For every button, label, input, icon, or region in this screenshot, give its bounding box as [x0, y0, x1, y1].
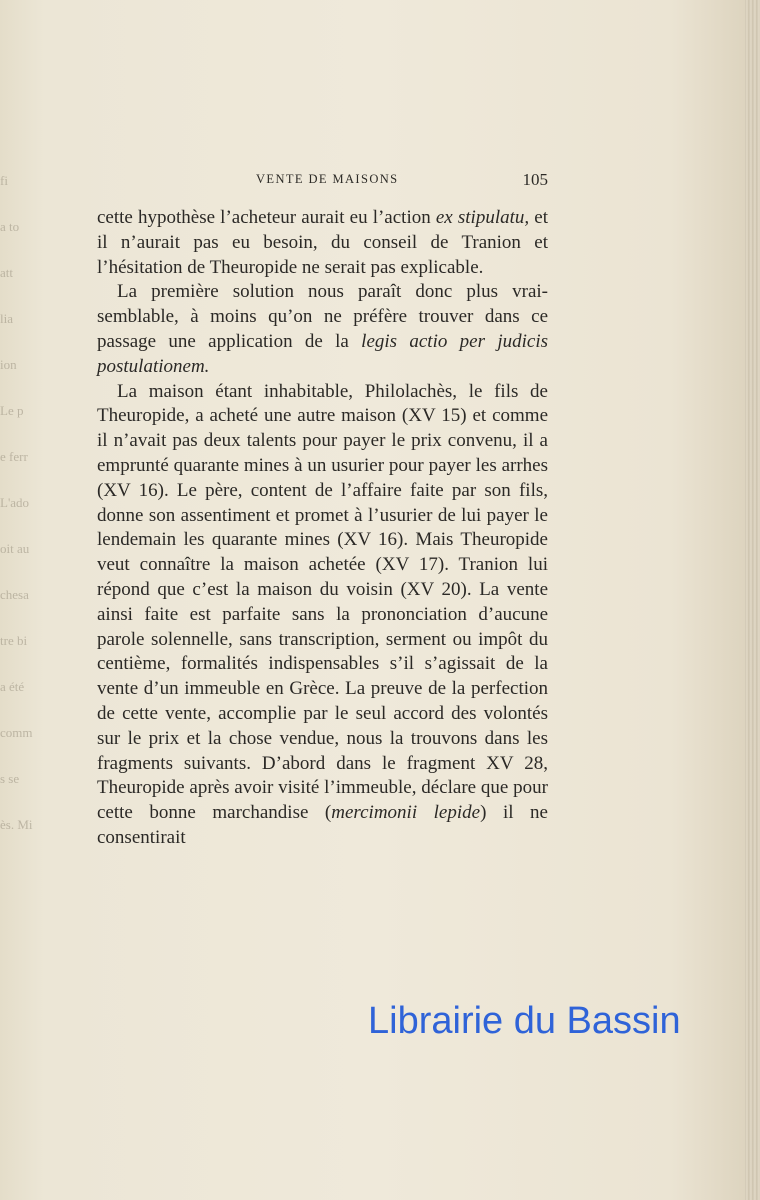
paragraph: [97, 206, 548, 280]
bleed-fragment: s se: [0, 771, 20, 786]
running-head: [96, 170, 548, 192]
bleed-fragment: a été: [0, 679, 25, 694]
bleed-fragment: e ferr: [0, 449, 28, 464]
bleed-fragment: comm: [0, 725, 33, 740]
bleed-fragment: a to: [0, 219, 20, 234]
text-run: La maison étant inhabitable, Philolachès, le fils de Theuropide, a acheté une autre maison (XV 15) et comme il n’avait pas deux talents pour payer le prix convenu, il a emprunté quarante mines à un usurier pour payer les arrhes (XV 16). Le père, content de l’affaire faite par son fils, donne son assentiment et promet à l’usurier de lui payer le lendemain les quarante mines (XV 16). Mais Theuropide veut connaître la maison achetée (XV 17). Tranion lui répond que c’est la maison du voisin (XV 20). La vente ainsi faite est parfaite sans la prononciation d’aucune parole solennelle, sans transcription, serment ou impôt du centième, formalités indispensables s’il s’agissait de la vente d’un immeuble en Grèce. La preuve de la perfection de cette vente, accomplie par le seul accord des volontés sur le prix et la chose vendue, nous la trouvons dans les fragments suivants. D’abord dans le fragment XV 28, Theuropide après avoir visité l’immeuble, déclare que pour cette bonne marchandise (: [97, 380, 548, 824]
italic-text: legis actio per judicis postulationem.: [97, 330, 548, 377]
bleed-fragment: fi: [0, 173, 8, 188]
body-text: [97, 206, 548, 851]
paragraph: [97, 380, 548, 851]
bleed-fragment: L'ado: [0, 495, 30, 510]
bleed-fragment: oit au: [0, 541, 30, 556]
bleed-fragment: chesa: [0, 587, 29, 602]
bleed-fragment: lia: [0, 311, 13, 326]
bleed-fragment: ion: [0, 357, 17, 372]
text-run: ) il ne consentirait: [97, 802, 548, 848]
bleed-fragment: att: [0, 265, 13, 280]
italic-text: mercimonii lepide: [331, 802, 481, 824]
text-run: cette hypothèse l’acheteur aurait eu l’action: [97, 207, 436, 228]
text-run: et il n’aurait pas eu besoin, du conseil de Tranion et l’hésitation de Theuropide ne serait pas explicable.: [97, 207, 548, 278]
watermark-text: Librairie du Bassin: [368, 1000, 681, 1042]
page-edge-stack: [745, 0, 760, 1200]
bleed-fragment: tre bi: [0, 633, 28, 648]
text-run: La première solution nous paraît donc plus vraisemblable, à moins qu’on ne préfère trouver dans ce passage une application de la: [97, 281, 548, 352]
facing-page-bleed-through: [0, 170, 33, 970]
italic-text: ex stipulatu,: [435, 207, 530, 228]
bleed-fragment: ès. Mi: [0, 817, 33, 832]
page-number: 105: [522, 170, 548, 189]
bleed-fragment: Le p: [0, 403, 24, 418]
running-title: VENTE DE MAISONS: [256, 172, 399, 186]
paragraph: [97, 280, 548, 379]
